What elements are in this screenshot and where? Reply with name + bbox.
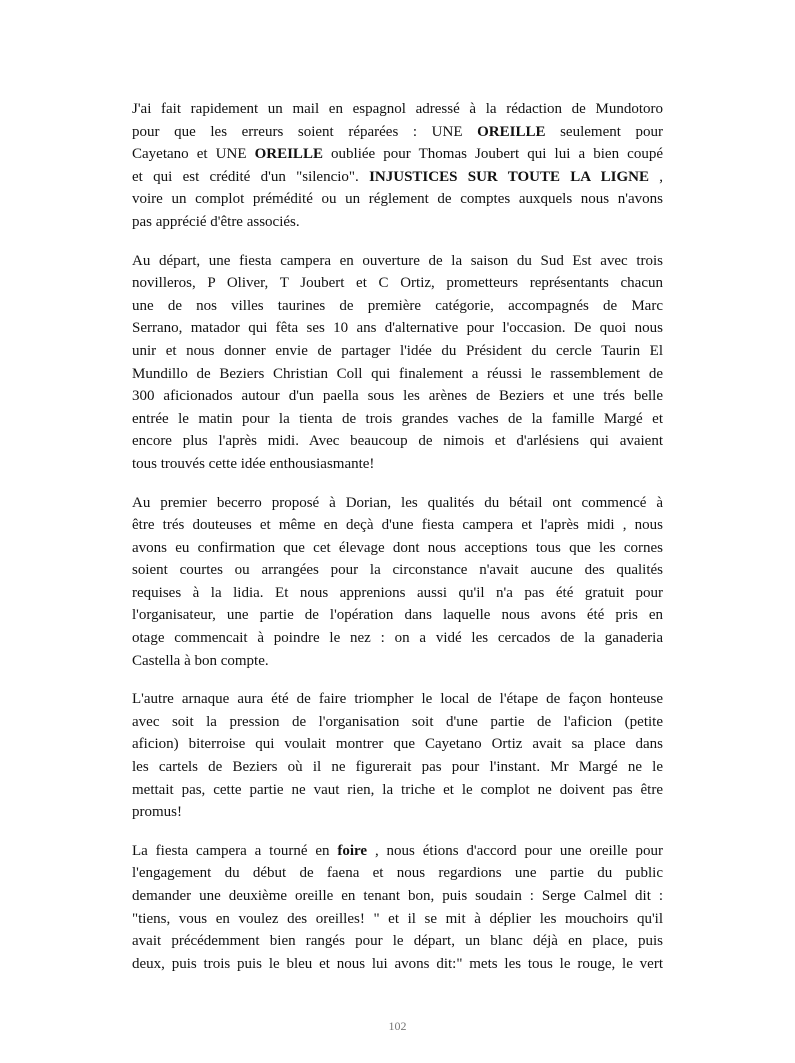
text-run: encore plus l'après midi. Avec beaucoup de nimois et d'arlésiens qui avaient [132,433,663,450]
text-line [132,408,663,431]
page-number: 102 [388,1019,407,1033]
text-line [132,885,663,908]
text-line [132,733,663,756]
text-run: novilleros, P Oliver, T Joubert et C Ortiz, prometteurs représentants chacun [132,275,663,292]
text-run: l'organisateur, une partie de l'opération dans laquelle nous avons été pris en [132,607,663,624]
text-run: La fiesta campera a tourné en [132,842,338,859]
text-run: être trés douteuses et même en deçà d'une fiesta campera et l'après midi , nous [132,517,663,534]
text-run: deux, puis trois puis le bleu et nous lui avons dit:" mets les tous le rouge, le vert [132,955,663,972]
bold-text: OREILLE [254,146,323,163]
text-line [132,604,663,627]
text-line [132,363,663,386]
text-run: oubliée pour Thomas Joubert qui lui a bien coupé [322,146,663,163]
text-run: Castella à bon compte. [132,652,269,669]
text-line [132,650,663,673]
text-line [132,98,663,121]
text-run: 300 aficionados autour d'un paella sous les arènes de Beziers et une trés belle [132,388,663,405]
text-line [132,250,663,273]
text-line [132,840,663,863]
text-line [132,188,663,211]
text-line [132,862,663,885]
text-line [132,166,663,189]
text-run: "tiens, vous en voulez des oreilles! " et il se mit à déplier les mouchoirs qu'il [132,910,663,927]
text-run: promus! [132,804,182,821]
text-run: pas apprécié d'être associés. [132,213,300,230]
text-line [132,801,663,824]
text-line [132,930,663,953]
paragraph [132,250,663,476]
text-run: demander une deuxième oreille en tenant bon, puis soudain : Serge Calmel dit : [132,888,663,904]
text-run: une de nos villes taurines de première catégorie, accompagnés de Marc [132,297,663,314]
text-line [132,211,663,234]
text-run: Mundillo de Beziers Christian Coll qui finalement a réussi le rassemblement de [132,365,663,382]
text-run: J'ai fait rapidement un mail en espagnol adressé à la rédaction de Mundotoro [132,101,663,117]
text-run: soient courtes ou arrangées pour la circonstance n'avait aucune des qualités [132,562,663,579]
text-run: Au départ, une fiesta campera en ouverture de la saison du Sud Est avec trois [132,252,663,269]
text-run: entrée le matin pour la tienta de trois grandes vaches de la famille Margé et [132,410,663,427]
text-line [132,559,663,582]
text-line [132,582,663,605]
text-line [132,514,663,537]
text-line [132,537,663,560]
paragraph [132,98,663,234]
text-line [132,688,663,711]
text-run: pour que les erreurs soient réparées : UNE [132,123,478,140]
text-line [132,492,663,515]
paragraph [132,840,663,976]
text-run: L'autre arnaque aura été de faire triompher le local de l'étape de façon honteuse [132,691,663,708]
text-run: avec soit la pression de l'organisation soit d'une partie de l'aficion (petite [132,713,663,730]
text-line [132,711,663,734]
text-line [132,430,663,453]
text-run: voire un complot prémédité ou un réglement de comptes auxquels nous n'avons [132,191,663,208]
text-line [132,779,663,802]
text-run: , nous étions d'accord pour une oreille pour [367,842,663,859]
text-run: unir et nous donner envie de partager l'idée du Président du cercle Taurin El [132,342,663,359]
text-run: avait précédemment bien rangés pour le départ, un blanc déjà en place, puis [132,933,663,950]
text-run: Cayetano et UNE [132,146,255,163]
text-run: tous trouvés cette idée enthousiasmante! [132,455,375,472]
text-run: , [648,168,663,185]
text-line [132,908,663,931]
text-line [132,385,663,408]
text-run: et qui est crédité d'un "silencio". [132,168,370,185]
text-run: mettait pas, cette partie ne vaut rien, la triche et le complot ne doivent pas être [132,781,663,798]
text-run: Serrano, matador qui fêta ses 10 ans d'alternative pour l'occasion. De quoi nous [132,320,663,337]
text-run: requises à la lidia. Et nous apprenions aussi qu'il n'a pas été gratuit pour [132,584,663,601]
text-line [132,143,663,166]
text-run: les cartels de Beziers où il ne figurerait pas pour l'instant. Mr Margé ne le [132,759,663,776]
text-line [132,121,663,144]
text-run: Au premier becerro proposé à Dorian, les qualités du bétail ont commencé à [132,494,663,511]
paragraph [132,492,663,673]
bold-text: INJUSTICES SUR TOUTE LA LIGNE [369,168,649,185]
bold-text: OREILLE [477,123,546,140]
text-line [132,953,663,976]
text-line [132,317,663,340]
text-run: l'engagement du début de faena et nous regardions une partie du public [132,865,663,882]
text-line [132,627,663,650]
document-page [132,98,663,991]
text-line [132,756,663,779]
text-run: avons eu confirmation que cet élevage dont nous acceptions tous que les cornes [132,539,663,556]
text-line [132,295,663,318]
text-line [132,453,663,476]
bold-text: foire [337,842,368,859]
text-run: seulement pour [545,123,663,140]
text-line [132,272,663,295]
text-run: aficion) biterroise qui voulait montrer que Cayetano Ortiz avait sa place dans [132,736,663,753]
text-run: otage commencait à poindre le nez : on a vidé les cercados de la ganaderia [132,630,663,647]
paragraph [132,688,663,824]
text-line [132,340,663,363]
